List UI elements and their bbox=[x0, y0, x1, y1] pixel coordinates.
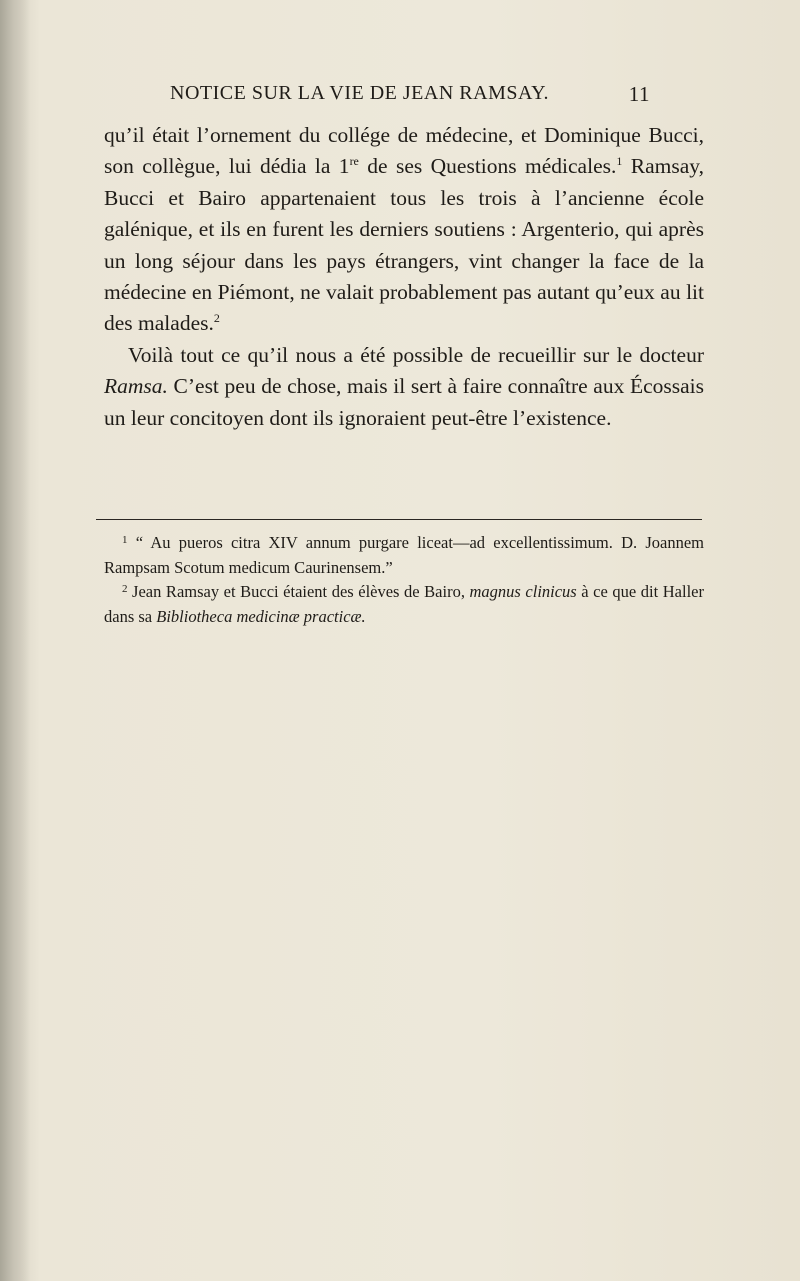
footnote-1-marker: 1 bbox=[122, 534, 128, 546]
footnote-2-text-b: à ce que dit Haller dans sa bbox=[104, 582, 704, 626]
ordinal-superscript: re bbox=[349, 154, 359, 169]
running-title: NOTICE SUR LA VIE DE JEAN RAMSAY. bbox=[170, 82, 549, 104]
paragraph-1-text-b: de ses Questions médicales. bbox=[358, 154, 617, 179]
page-number: 11 bbox=[628, 82, 650, 106]
paragraph-1-text-c: Ramsay, Bucci et Bairo appartenaient tous les trois à l’ancienne école galénique, et ils en furent les derniers soutiens : Argenterio, qui après un long séjour dans les pays étrangers, vint changer la face de la médecine en Piémont, ne valait probablement pas autant qu’eux au lit des malades. bbox=[104, 154, 705, 336]
paragraph-2-text-a: Voilà tout ce qu’il nous a été possible de recueillir sur le docteur bbox=[128, 342, 704, 367]
running-head bbox=[170, 82, 650, 105]
footnote-2-italic-a: magnus clinicus bbox=[469, 582, 577, 601]
footnote-2-text-a: Jean Ramsay et Bucci étaient des élèves de Bairo, bbox=[127, 582, 470, 601]
body-text bbox=[104, 120, 704, 434]
paragraph-2-text-b: C’est peu de chose, mais il sert à faire connaître aux Écossais un leur concitoyen dont ils ignoraient peut-être l’existence. bbox=[104, 374, 704, 430]
footnote-ref-2: 2 bbox=[213, 311, 220, 326]
footnote-rule bbox=[96, 519, 702, 520]
footnote-2 bbox=[104, 580, 704, 629]
binding-gutter-shadow bbox=[0, 0, 30, 1281]
paragraph-1-text-a: qu’il était l’ornement du collége de médecine, et Dominique Bucci, son collègue, lui dédia la 1 bbox=[104, 123, 704, 179]
paragraph-1 bbox=[104, 120, 704, 340]
footnote-ref-1: 1 bbox=[616, 154, 623, 169]
footnotes bbox=[104, 531, 704, 629]
footnote-1-text: “ Au pueros citra XIV annum purgare liceat—ad excellentissimum. D. Joannem Rampsam Scotum medicum Caurinensem.” bbox=[104, 533, 704, 577]
footnote-2-marker: 2 bbox=[122, 583, 128, 595]
footnote-1 bbox=[104, 531, 704, 580]
paragraph-2-italic-name: Ramsa. bbox=[104, 374, 168, 399]
paragraph-2 bbox=[104, 340, 704, 434]
footnote-2-italic-b: Bibliotheca medicinæ practicæ. bbox=[156, 606, 366, 626]
